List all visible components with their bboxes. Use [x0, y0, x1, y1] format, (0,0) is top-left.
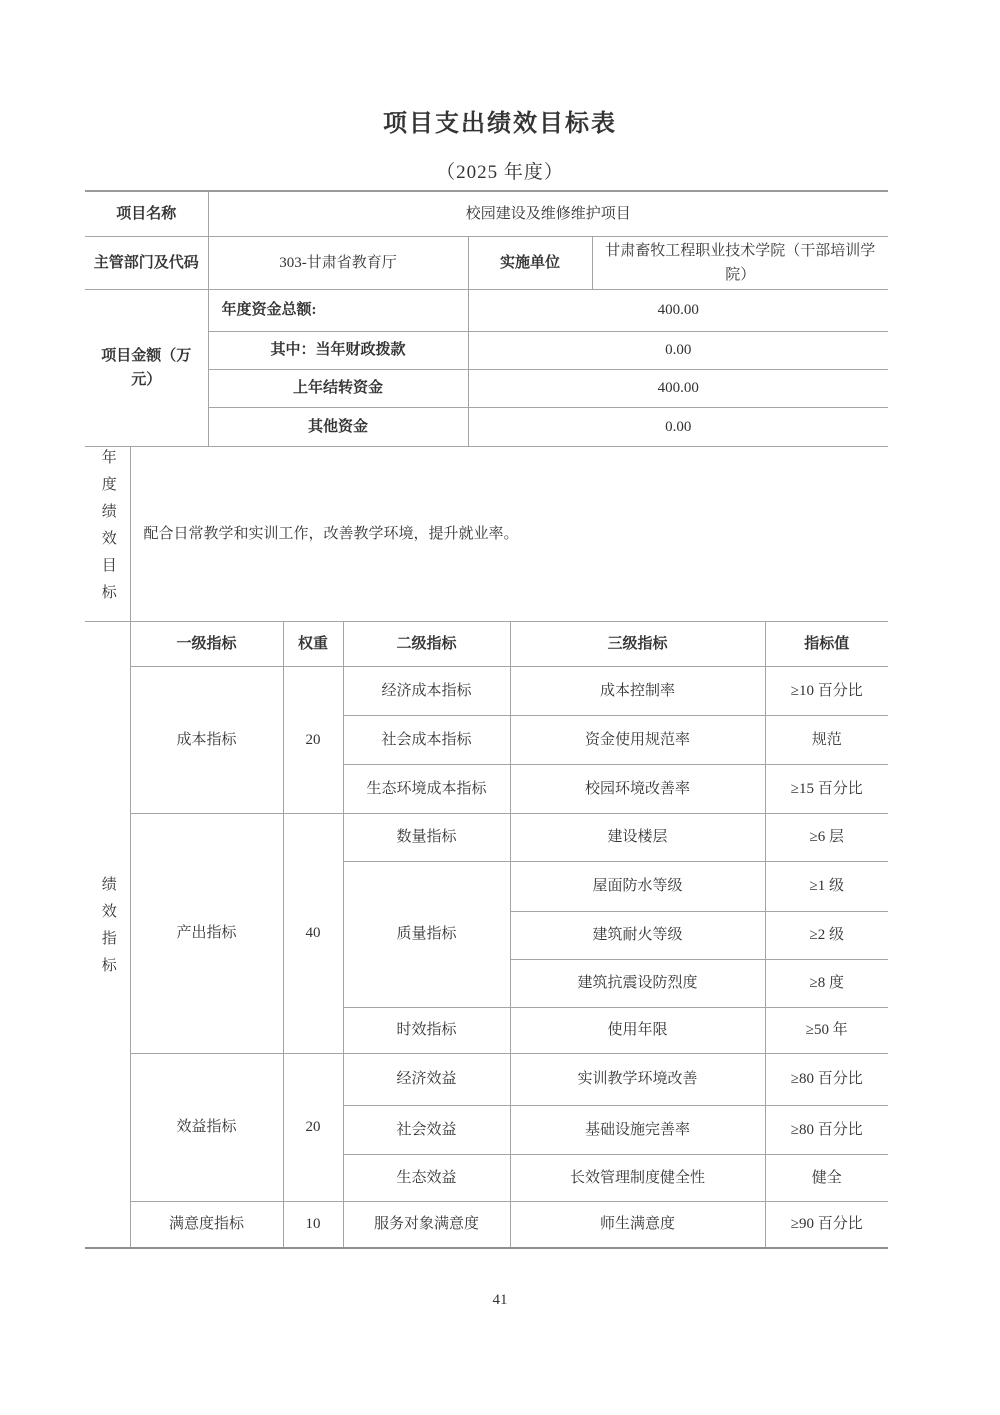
level3-indicator-cell: 校园环境改善率 — [510, 764, 765, 813]
level2-indicator-cell: 社会效益 — [343, 1105, 510, 1154]
indicator-value-cell: ≥1 级 — [765, 861, 888, 911]
weight-cell: 10 — [283, 1201, 343, 1248]
header-level3: 三级指标 — [510, 621, 765, 666]
level1-indicator-cell: 满意度指标 — [130, 1201, 283, 1248]
level2-indicator-cell: 数量指标 — [343, 813, 510, 861]
annual-goal-table — [85, 446, 888, 622]
amount-total-label: 年度资金总额: — [208, 289, 468, 331]
indicator-row — [85, 1201, 888, 1248]
indicator-value-cell: ≥90 百分比 — [765, 1201, 888, 1248]
indicator-value-cell: 健全 — [765, 1154, 888, 1201]
indicator-value-cell: ≥6 层 — [765, 813, 888, 861]
weight-cell: 40 — [283, 813, 343, 1053]
indicators-table — [85, 621, 888, 1250]
impl-unit-value: 甘肃畜牧工程职业技术学院（干部培训学院） — [592, 236, 888, 289]
indicator-value-cell: ≥50 年 — [765, 1007, 888, 1053]
amount-total-value: 400.00 — [468, 289, 888, 331]
indicator-row — [85, 813, 888, 861]
indicator-value-cell: ≥15 百分比 — [765, 764, 888, 813]
level3-indicator-cell: 长效管理制度健全性 — [510, 1154, 765, 1201]
indicators-side-label: 绩效指标 — [85, 621, 130, 1248]
level3-indicator-cell: 建设楼层 — [510, 813, 765, 861]
level2-indicator-cell: 质量指标 — [343, 861, 510, 1007]
department-label: 主管部门及代码 — [85, 236, 208, 289]
level1-indicator-cell: 成本指标 — [130, 666, 283, 813]
impl-unit-label: 实施单位 — [468, 236, 592, 289]
header-level2: 二级指标 — [343, 621, 510, 666]
header-value: 指标值 — [765, 621, 888, 666]
indicator-row — [85, 666, 888, 715]
indicators-header-row — [85, 621, 888, 666]
level3-indicator-cell: 建筑耐火等级 — [510, 911, 765, 959]
project-info-table — [85, 190, 888, 447]
level3-indicator-cell: 基础设施完善率 — [510, 1105, 765, 1154]
level2-indicator-cell: 经济成本指标 — [343, 666, 510, 715]
level1-indicator-cell: 产出指标 — [130, 813, 283, 1053]
level2-indicator-cell: 生态环境成本指标 — [343, 764, 510, 813]
annual-goal-row — [85, 446, 888, 621]
indicator-value-cell: ≥2 级 — [765, 911, 888, 959]
level3-indicator-cell: 师生满意度 — [510, 1201, 765, 1248]
performance-target-table — [85, 190, 888, 1249]
amount-fiscal-label: 其中：当年财政拨款 — [208, 331, 468, 369]
level3-indicator-cell: 实训教学环境改善 — [510, 1053, 765, 1105]
level2-indicator-cell: 经济效益 — [343, 1053, 510, 1105]
department-row — [85, 236, 888, 289]
level3-indicator-cell: 屋面防水等级 — [510, 861, 765, 911]
project-name-value: 校园建设及维修维护项目 — [208, 191, 888, 236]
page-subtitle: （2025 年度） — [436, 162, 564, 183]
indicator-value-cell: ≥10 百分比 — [765, 666, 888, 715]
indicator-row — [85, 1053, 888, 1105]
level2-indicator-cell: 社会成本指标 — [343, 715, 510, 764]
weight-cell: 20 — [283, 1053, 343, 1201]
level2-indicator-cell: 时效指标 — [343, 1007, 510, 1053]
amount-carryover-label: 上年结转资金 — [208, 369, 468, 407]
annual-goal-label: 年度绩效目标 — [85, 446, 130, 621]
amount-other-label: 其他资金 — [208, 407, 468, 446]
indicator-value-cell: ≥80 百分比 — [765, 1053, 888, 1105]
level3-indicator-cell: 资金使用规范率 — [510, 715, 765, 764]
amount-fiscal-value: 0.00 — [468, 331, 888, 369]
page-title: 项目支出绩效目标表 — [383, 111, 617, 137]
annual-goal-content: 配合日常教学和实训工作，改善教学环境，提升就业率。 — [130, 446, 888, 621]
amount-row — [85, 289, 888, 331]
level3-indicator-cell: 使用年限 — [510, 1007, 765, 1053]
page-number: 41 — [492, 1292, 508, 1308]
project-name-label: 项目名称 — [85, 191, 208, 236]
amount-other-value: 0.00 — [468, 407, 888, 446]
level2-indicator-cell: 生态效益 — [343, 1154, 510, 1201]
header-level1: 一级指标 — [130, 621, 283, 666]
indicator-value-cell: ≥8 度 — [765, 959, 888, 1007]
department-value: 303-甘肃省教育厅 — [208, 236, 468, 289]
level3-indicator-cell: 建筑抗震设防烈度 — [510, 959, 765, 1007]
header-weight: 权重 — [283, 621, 343, 666]
amount-label: 项目金额（万元） — [85, 289, 208, 446]
level2-indicator-cell: 服务对象满意度 — [343, 1201, 510, 1248]
level1-indicator-cell: 效益指标 — [130, 1053, 283, 1201]
weight-cell: 20 — [283, 666, 343, 813]
indicator-value-cell: ≥80 百分比 — [765, 1105, 888, 1154]
project-name-row — [85, 191, 888, 236]
level3-indicator-cell: 成本控制率 — [510, 666, 765, 715]
amount-carryover-value: 400.00 — [468, 369, 888, 407]
indicator-value-cell: 规范 — [765, 715, 888, 764]
